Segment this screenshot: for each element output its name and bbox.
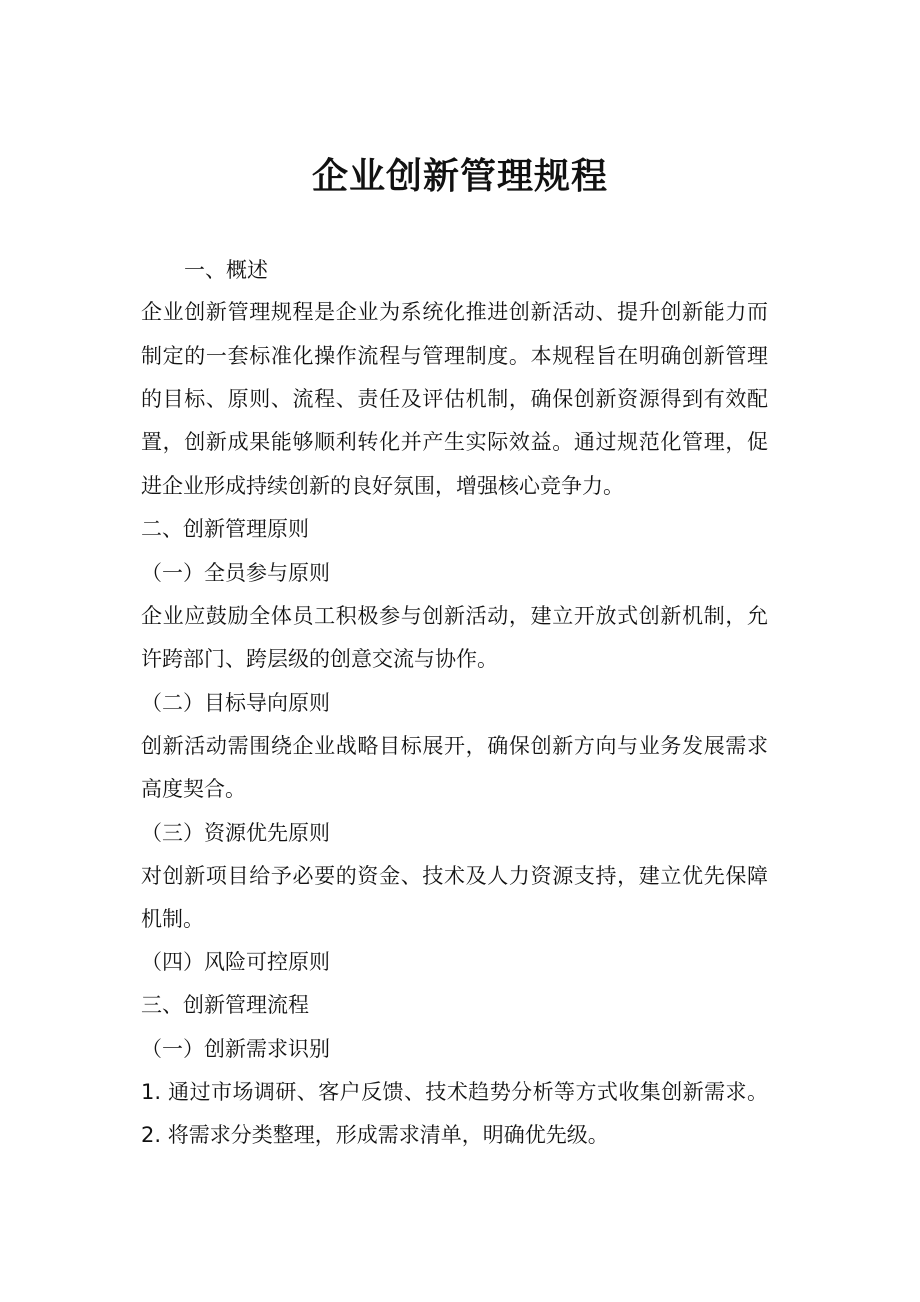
text-line: 创新活动需围绕企业战略目标展开，确保创新方向与业务发展需求: [141, 734, 768, 758]
text-line: 制定的一套标准化操作流程与管理制度。本规程旨在明确创新管理: [141, 344, 768, 368]
text-line: （一）创新需求识别: [141, 1037, 330, 1061]
text-line: 置，创新成果能够顺利转化并产生实际效益。通过规范化管理，促: [141, 430, 768, 454]
text-line: 企业创新管理规程是企业为系统化推进创新活动、提升创新能力而: [141, 300, 768, 324]
text-line: 许跨部门、跨层级的创意交流与协作。: [141, 647, 498, 671]
document-title: 企业创新管理规程: [311, 156, 608, 197]
text-line: 高度契合。: [141, 777, 246, 801]
text-line: （二）目标导向原则: [141, 691, 330, 715]
text-line: 1. 通过市场调研、客户反馈、技术趋势分析等方式收集创新需求。: [141, 1080, 768, 1104]
text-line: 二、创新管理原则: [141, 517, 309, 541]
text-line: 2. 将需求分类整理，形成需求清单，明确优先级。: [141, 1123, 609, 1147]
text-line: 进企业形成持续创新的良好氛围，增强核心竞争力。: [141, 474, 624, 498]
text-line: （三）资源优先原则: [141, 821, 330, 845]
text-line: （四）风险可控原则: [141, 950, 330, 974]
text-line: 机制。: [141, 907, 204, 931]
text-line: 一、概述: [184, 258, 268, 282]
text-line: 三、创新管理流程: [141, 993, 309, 1017]
text-line: 的目标、原则、流程、责任及评估机制，确保创新资源得到有效配: [141, 387, 768, 411]
text-line: 对创新项目给予必要的资金、技术及人力资源支持，建立优先保障: [141, 864, 768, 888]
text-line: （一）全员参与原则: [141, 561, 330, 585]
text-line: 企业应鼓励全体员工积极参与创新活动，建立开放式创新机制，允: [141, 604, 768, 628]
